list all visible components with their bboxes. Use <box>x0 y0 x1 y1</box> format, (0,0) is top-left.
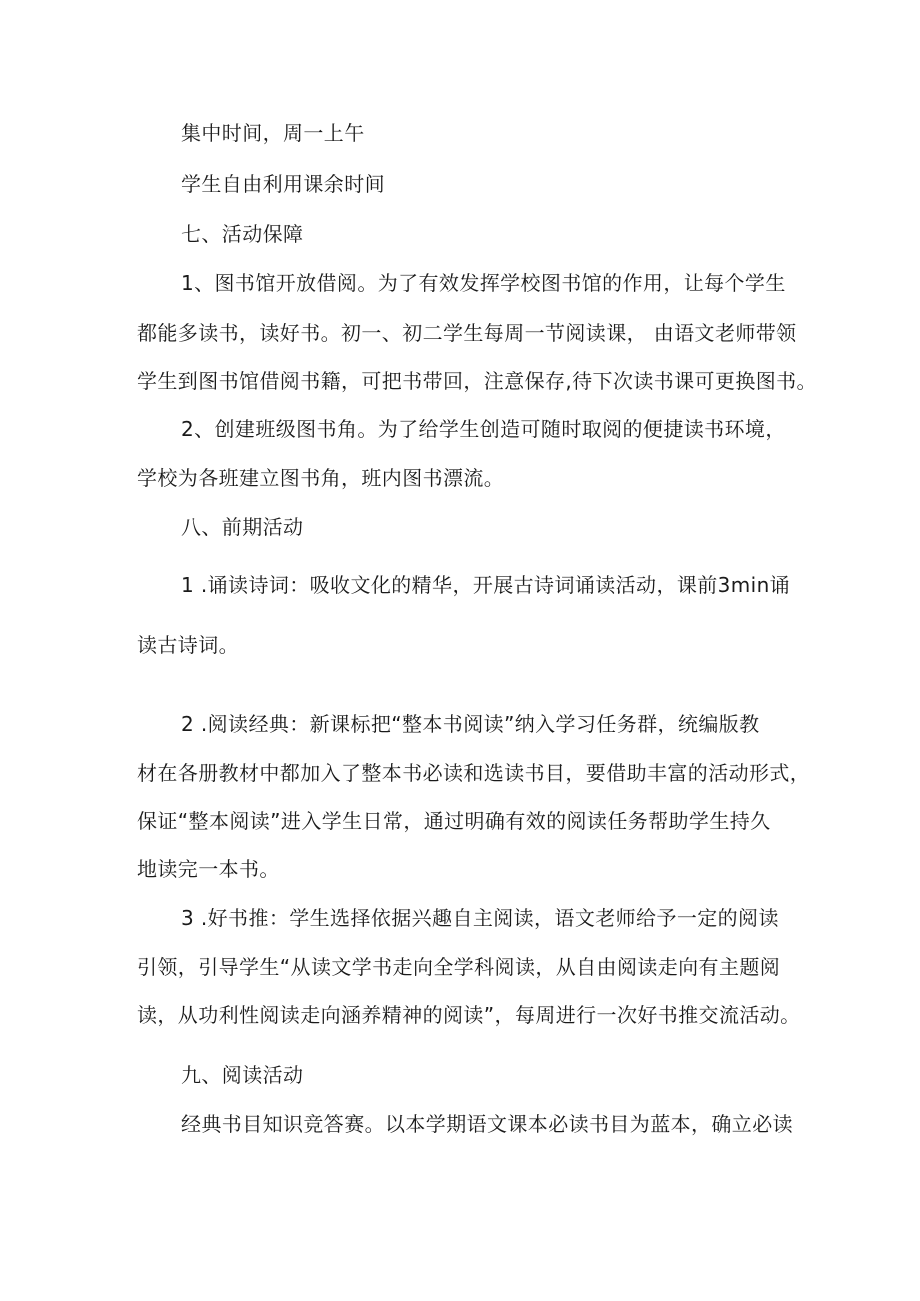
section-heading: 七、活动保障 <box>181 222 304 246</box>
text-line: 学生自由利用课余时间 <box>181 172 385 196</box>
text-line: 1、图书馆开放借阅。为了有效发挥学校图书馆的作用，让每个学生 <box>181 271 786 295</box>
section-heading: 九、阅读活动 <box>181 1063 304 1087</box>
text-line: 都能多读书，读好书。初一、初二学生每周一节阅读课， 由语文老师带领 <box>137 321 797 345</box>
text-line: 学生到图书馆借阅书籍，可把书带回，注意保存,待下次读书课可更换图书。 <box>137 369 817 393</box>
text-line: 保证“整本阅读”进入学生日常，通过明确有效的阅读任务帮助学生持久 <box>137 809 771 833</box>
text-line: 3 .好书推：学生选择依据兴趣自主阅读，语文老师给予一定的阅读 <box>181 906 779 930</box>
text-line: 读古诗词。 <box>137 633 239 657</box>
text-line: 1 .诵读诗词：吸收文化的精华，开展古诗词诵读活动，课前3min诵 <box>181 573 791 597</box>
text-line: 2 .阅读经典：新课标把“整本书阅读”纳入学习任务群，统编版教 <box>181 712 760 736</box>
text-line: 经典书目知识竞答赛。以本学期语文课本必读书目为蓝本，确立必读 <box>181 1112 793 1136</box>
text-line: 材在各册教材中都加入了整本书必读和选读书目，要借助丰富的活动形式， <box>137 761 811 785</box>
section-heading: 八、前期活动 <box>181 515 304 539</box>
text-line: 集中时间，周一上午 <box>181 121 365 145</box>
text-line: 2、创建班级图书角。为了给学生创造可随时取阅的便捷读书环境， <box>181 417 786 441</box>
text-line: 地读完一本书。 <box>137 857 280 881</box>
text-line: 引领，引导学生“从读文学书走向全学科阅读，从自由阅读走向有主题阅 <box>137 955 781 979</box>
text-line: 读，从功利性阅读走向涵养精神的阅读”，每周进行一次好书推交流活动。 <box>137 1003 801 1027</box>
text-line: 学校为各班建立图书角，班内图书漂流。 <box>137 466 505 490</box>
